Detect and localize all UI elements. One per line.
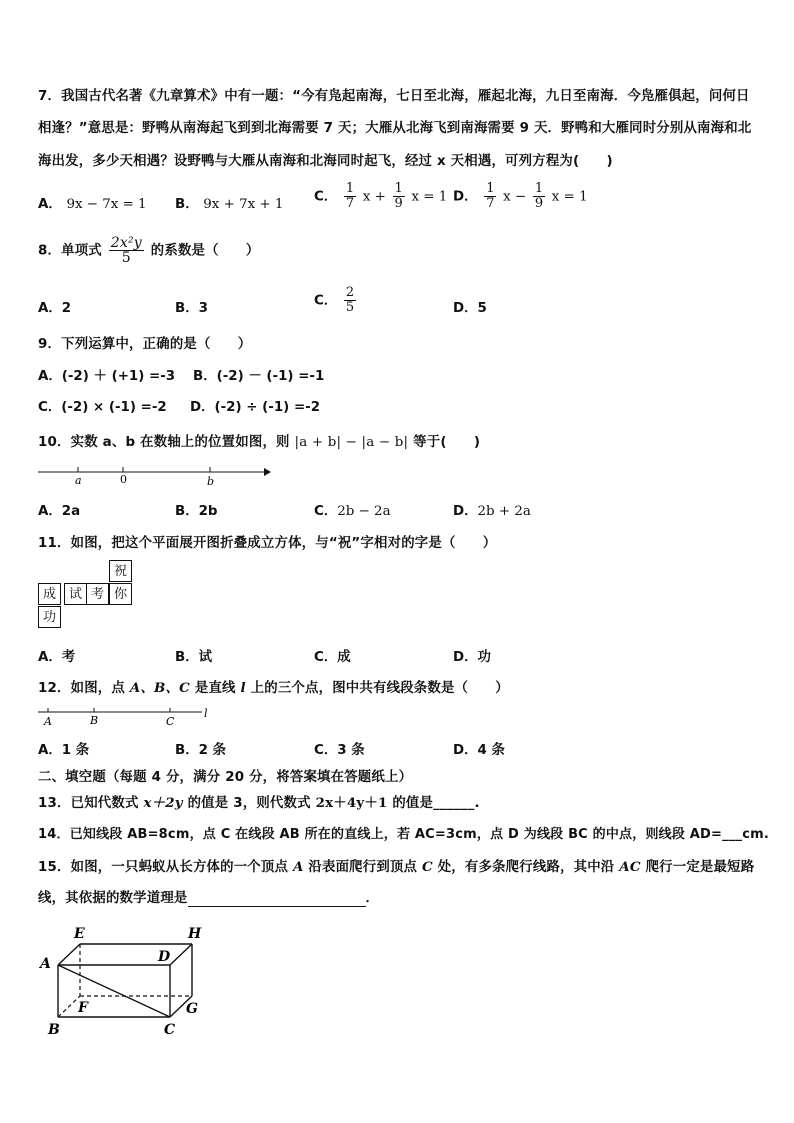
q15-text: ．	[365, 891, 380, 906]
q10-option-d[interactable]	[453, 500, 531, 519]
net-cell: 考	[86, 583, 109, 605]
q13-text: 的值是 3，则代数式	[182, 796, 316, 811]
q7-stem-line3: 海出发，多少天相遇？设野鸭与大雁从南海和北海同时起飞，经过 x 天相遇，可列方程为( )	[38, 154, 613, 169]
q15-vertex: C	[421, 859, 433, 875]
net-cell: 你	[109, 583, 132, 605]
q10-expr: |a + b| − |a − b|	[294, 435, 409, 450]
option-label: A．	[38, 197, 62, 212]
q7-option-b[interactable]	[175, 193, 283, 212]
vertex-label-a: A	[40, 956, 51, 972]
vertex-label-c: C	[164, 1022, 176, 1038]
q15-text: 15．如图，一只蚂蚁从长方体的一个顶点	[38, 860, 293, 875]
q8-stem	[38, 236, 260, 265]
number-line-figure	[36, 462, 272, 488]
q15-vertex: A	[292, 859, 304, 875]
q11-option-c[interactable]: C．成	[314, 650, 351, 665]
option-expr: x = 1	[411, 189, 448, 205]
option-expr: 2b − 2a	[337, 504, 391, 519]
answer-blank[interactable]	[188, 891, 366, 907]
q12-option-b[interactable]: B．2 条	[175, 743, 226, 758]
q13-text: 13．已知代数式	[38, 796, 144, 811]
fraction: $\frac{\text{2x²y}}{5}$	[110, 235, 142, 266]
section-heading-fill-in: 二、填空题（每题 4 分，满分 20 分，将答案填在答题纸上）	[38, 770, 413, 785]
q9-stem: 9．下列运算中，正确的是（ ）	[38, 337, 252, 352]
option-label: D．	[453, 504, 478, 519]
net-cell: 成	[38, 583, 61, 605]
q13-text: 的值是______.	[387, 796, 480, 811]
q9-option-a[interactable]: A．(-2) ＋ (+1) =-3	[38, 369, 176, 384]
axis-label-b: b	[207, 475, 215, 488]
q10-suffix: 等于( )	[413, 435, 481, 450]
q15-text: 线，其依据的数学道理是	[38, 891, 188, 906]
path-ac	[58, 965, 170, 1017]
q14-stem: 14．已知线段 AB=8cm，点 C 在线段 AB 所在的直线上，若 AC=3cm，点 D 为线段 BC 的中点，则线段 AD=___cm.	[38, 827, 770, 842]
point-label-b: B	[90, 714, 99, 727]
q15-stem-line1	[38, 856, 754, 875]
vertex-label-d: D	[158, 949, 171, 965]
fraction: $\frac{1}{9}$	[534, 181, 544, 211]
cuboid-figure	[36, 922, 216, 1044]
q10-stem	[38, 431, 480, 450]
q10-prefix: 10．实数 a、b 在数轴上的位置如图，则	[38, 435, 290, 450]
vertex-label-b: B	[48, 1022, 60, 1038]
edge-bf-hidden	[58, 996, 80, 1017]
q15-text: 沿表面爬行到顶点	[303, 860, 422, 875]
line-points-figure	[36, 704, 216, 728]
q15-text: 处，有多条爬行线路，其中沿	[432, 860, 620, 875]
q15-segment: AC	[619, 859, 641, 875]
q12-text: 是直线	[190, 681, 241, 696]
vertex-label-h: H	[188, 926, 202, 942]
q12-points: A、B、C	[129, 680, 191, 696]
q9-option-c[interactable]: C．(-2) × (-1) =-2	[38, 400, 167, 415]
q13-stem	[38, 792, 480, 811]
q11-stem: 11．如图，把这个平面展开图折叠成立方体，与“祝”字相对的字是（ ）	[38, 536, 497, 551]
q12-stem	[38, 677, 509, 696]
point-label-c: C	[166, 715, 175, 728]
option-label: C．	[314, 293, 338, 309]
q10-option-c[interactable]	[314, 500, 391, 519]
q12-option-d[interactable]: D．4 条	[453, 743, 505, 758]
q8-option-b[interactable]: B．3	[175, 301, 208, 316]
q13-expr1: x＋2y	[143, 795, 183, 811]
q12-text: 12．如图，点	[38, 681, 130, 696]
q10-option-b[interactable]: B．2b	[175, 504, 218, 519]
net-cell: 祝	[109, 560, 132, 582]
edge-ae	[58, 944, 80, 965]
fraction: $\frac{1}{7}$	[345, 181, 355, 211]
option-expr: x = 1	[551, 189, 588, 205]
q10-option-a[interactable]: A．2a	[38, 504, 81, 519]
option-label: C．	[314, 504, 338, 519]
q7-stem-line2: 相逢？”意思是：野鸭从南海起飞到到北海需要 7 天；大雁从北海飞到南海需要 9 天．野鸭和大雁同时分别从南海和北	[38, 121, 752, 136]
fraction: $\frac{1}{9}$	[394, 181, 403, 211]
option-expr: x −	[503, 189, 527, 205]
q12-option-a[interactable]: A．1 条	[38, 743, 90, 758]
q7-option-c[interactable]	[314, 182, 447, 211]
q12-line-name: l	[240, 680, 246, 696]
axis-label-0: 0	[120, 473, 127, 486]
q13-expr2: 2x＋4y＋1	[315, 795, 388, 811]
vertex-label-e: E	[74, 926, 85, 942]
q8-option-c[interactable]	[314, 286, 358, 315]
vertex-label-g: G	[186, 1001, 198, 1017]
option-expr: x +	[362, 189, 386, 205]
line-label-l: l	[204, 707, 208, 720]
option-label: B．	[175, 197, 199, 212]
vertex-label-f: F	[78, 1000, 88, 1016]
q15-text: 爬行一定是最短路	[640, 860, 755, 875]
arrow-head-icon	[264, 468, 271, 476]
q12-option-c[interactable]: C．3 条	[314, 743, 365, 758]
point-label-a: A	[44, 715, 52, 728]
option-expr: 9x − 7x = 1	[66, 197, 147, 212]
edge-dh	[170, 944, 192, 965]
q7-option-a[interactable]	[38, 193, 147, 212]
option-label: C．	[314, 189, 338, 205]
fraction: $\frac{2}{5}$	[345, 285, 355, 315]
q9-option-d[interactable]: D．(-2) ÷ (-1) =-2	[190, 400, 321, 415]
option-label: D．	[453, 189, 478, 205]
q8-prefix: 8．单项式	[38, 243, 102, 259]
net-cell: 试	[64, 583, 87, 605]
q11-option-b[interactable]: B．试	[175, 650, 212, 665]
q15-stem-line2	[38, 887, 379, 907]
q11-option-d[interactable]: D．功	[453, 650, 491, 665]
q12-text: 上的三个点，图中共有线段条数是（ ）	[245, 681, 509, 696]
q7-option-d[interactable]	[453, 182, 588, 211]
q8-option-d[interactable]: D．5	[453, 301, 487, 316]
option-expr: 9x + 7x + 1	[203, 197, 284, 212]
q9-option-b[interactable]: B．(-2) － (-1) =-1	[193, 369, 325, 384]
option-expr: 2b + 2a	[477, 504, 531, 519]
q8-suffix: 的系数是（ ）	[150, 243, 260, 259]
q7-stem-line1: 7．我国古代名著《九章算术》中有一题：“今有凫起南海，七日至北海，雁起北海，九日至南海．今凫雁俱起，问何日	[38, 89, 750, 104]
fraction: $\frac{1}{7}$	[486, 181, 495, 211]
q11-option-a[interactable]: A．考	[38, 650, 76, 665]
net-cell: 功	[38, 606, 61, 628]
q8-option-a[interactable]: A．2	[38, 301, 72, 316]
axis-label-a: a	[75, 474, 82, 487]
